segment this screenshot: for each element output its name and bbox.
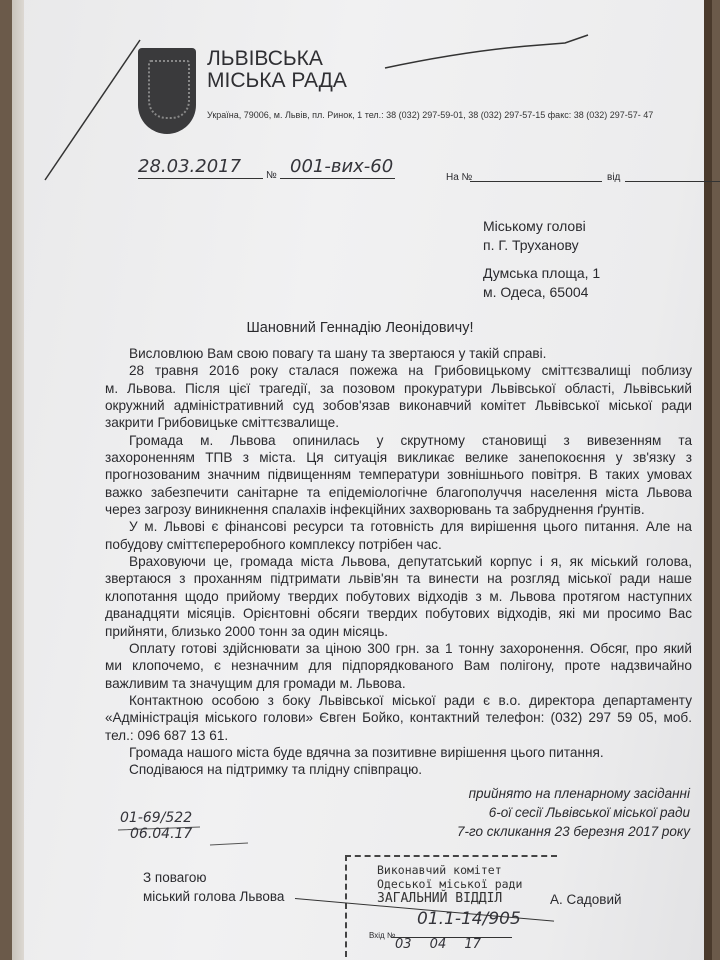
greeting: Шановний Геннадію Леонідовичу! [246,320,474,336]
registration-date: 06.04.17 [130,826,193,842]
org-name-line2: МІСЬКА РАДА [207,69,347,92]
body-line: звертаюся з проханням підтримати львів'ян та винести на розгляд міської ради наше [105,571,692,587]
body-line: ми клопочемо, є незначним для підпорядкованого Вам полігону, проте надзвичайно [105,658,692,674]
resolution-line2: 6-ої сесії Львівської міської ради [488,805,690,820]
body-line: прийняти, близько 2000 тонн за один місяць. [105,623,389,639]
lviv-coat-of-arms-logo [138,48,196,134]
closing: З повагою [143,870,207,885]
body-line: прогнозованим значним підвищенням температури зовнішнього повітря. В таких умовах [105,467,692,483]
reply-date-line [625,181,720,182]
organization-name [207,48,347,92]
diagonal-stroke [45,40,140,180]
body-line: через загрозу виникнення спалахів інфекційних захворювань та забруднення ґрунтів. [105,502,645,518]
body-line: окружний адміністративний суд зобов'язав виконавчий комітет Львівської міської ради [105,398,692,414]
resolution-line1: прийнято на пленарному засіданні [468,786,690,801]
addressee-title: Міському голові [483,218,586,234]
body-line: важливим та значущим для громади м. Львова. [105,675,406,691]
body-line: Громада нашого міста буде вдячна за позитивне вирішення цього питання. [129,744,604,760]
body-line: побудову сміттєпереробного комплексу потрібен час. [105,536,442,552]
body-line: Оплату готові здійснювати за ціною 300 грн. за 1 тонну захоронення. Обсяг, про який [129,640,692,656]
body-line: Громада м. Львова опинилась у скрутному становищі з вивезенням та [129,432,692,448]
registration-note [120,810,192,842]
signature-block [143,868,284,906]
org-name-line1: ЛЬВІВСЬКА [207,47,323,70]
stamp-number: 01.1-14/905 [417,909,521,929]
resolution-note [410,784,690,841]
body-line: захороненням ТПВ з міста. Ця ситуація викликає велике занепокоєння у зв'язку з [105,450,692,466]
outgoing-date: 28.03.2017 [138,156,242,177]
number-underline [280,178,395,179]
addressee-city: м. Одеса, 65004 [483,284,589,300]
reply-number-line [470,181,602,182]
resolution-line3: 7-го скликання 23 березня 2017 року [456,824,690,839]
letterhead-address: Україна, 79006, м. Львів, пл. Ринок, 1 тел.: 38 (032) 297-59-01, 38 (032) 297-57-15 факс: 38 (032) 297-57- 47 [207,110,654,120]
stamp-line [392,937,512,938]
reply-date-label: від [607,172,621,183]
body-line: У м. Львові є фінансові ресурси та готовність для вирішення цього питання. Але на [129,519,692,535]
body-line: клопотання щодо прийому твердих побутових відходів з м. Львова протягом наступних [105,588,692,604]
stamp-line2: Одеської міської ради [377,877,523,891]
number-label: № [266,170,277,181]
registration-number: 01-69/522 [120,810,193,826]
body-line: Враховуючи це, громада міста Львова, депутатський корпус і я, як міський голова, [129,554,692,570]
date-underline [138,178,263,179]
body-line: 28 травня 2016 року сталася пожежа на Грибовицькому сміттєзвалищі поблизу [129,363,692,379]
stamp-line3: ЗАГАЛЬНИЙ ВІДДІЛ [377,891,503,906]
body-line: дванадцяти місяців. Орієнтовні обсяги твердих побутових відходів, які ми просимо Вас [105,606,692,622]
header-signature-stroke [385,35,588,68]
addressee-street: Думська площа, 1 [483,265,601,281]
stamp-line1: Виконавчий комітет [377,863,502,877]
body-line: Сподіваюся на підтримку та плідну співпрацю. [129,762,423,778]
outgoing-number: 001-вих-60 [290,156,394,177]
body-line: тел.: 096 687 13 61. [105,727,229,743]
letter-body [105,345,692,779]
signer-title: міський голова Львова [143,889,285,904]
stamp-date: 03 04 17 [395,937,481,952]
body-line: важко забезпечити санітарне та епідеміологічне благополуччя населення міста Львова [105,484,692,500]
body-line: м. Львова. Після цієї трагедії, за позовом прокуратури Львівської області, Львівський [105,380,692,396]
reply-number-label: На № [446,172,473,183]
body-line: закрити Грибовицьке сміттєзвалище. [105,415,340,431]
stamp-incoming-label: Вхід № [369,931,396,940]
body-line: «Адміністрація міського голови» Євген Бойко, контактний телефон: (032) 297 59 05, моб. [105,710,692,726]
body-line: Контактною особою з боку Львівської міської ради є в.о. директора департаменту [129,692,692,708]
addressee-name: п. Г. Труханову [483,237,579,253]
signer-name: А. Садовий [550,892,622,907]
body-line: Висловлюю Вам свою повагу та шану та звертаюся у такій справі. [129,346,547,361]
